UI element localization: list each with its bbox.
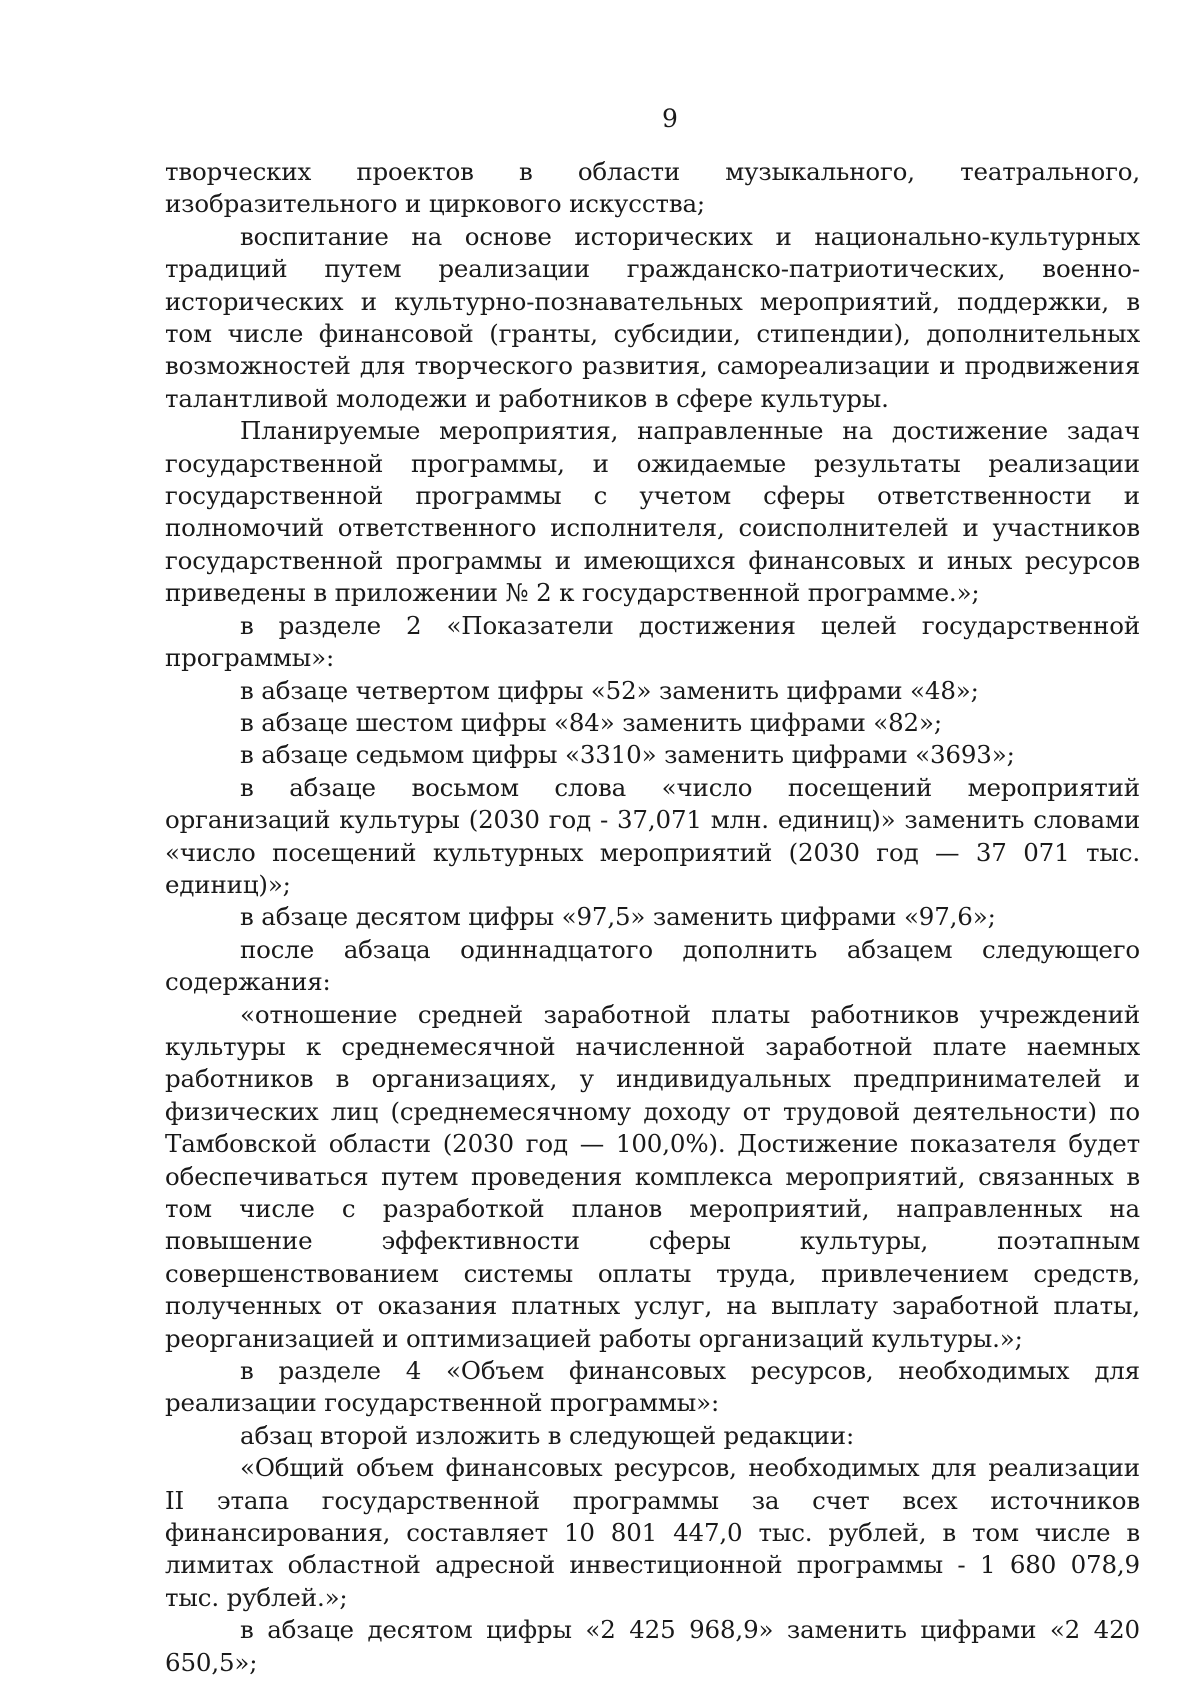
paragraph-10: после абзаца одиннадцатого дополнить абзацем следующего содержания: [165, 934, 1140, 997]
paragraph-6: в абзаце шестом цифры «84» заменить цифрами «82»; [240, 707, 942, 737]
paragraph-12: в разделе 4 «Объем финансовых ресурсов, необходимых для реализации государственной программы»: [165, 1356, 1140, 1418]
paragraph-8: в абзаце восьмом слова «число посещений мероприятий организаций культуры (2030 год - 37,071 млн. единиц)» заменить словами «число посещений культурных мероприятий (2030 год — 37 071 тыс. единиц)»; [165, 772, 1140, 899]
paragraph-13: абзац второй изложить в следующей редакции: [240, 1420, 855, 1450]
paragraph-1: творческих проектов в области музыкального, театрального, изобразительного и циркового искусства; [165, 157, 1140, 219]
paragraph-2: воспитание на основе исторических и национально-культурных традиций путем реализации гражданско-патриотических, военно-исторических и культурно-познавательных мероприятий, поддержки, в том числе финансовой (гранты, субсидии, стипендии), дополнительных возможностей для творческого развития, самореализации и продвижения талантливой молодежи и работников в сфере культуры. [165, 221, 1140, 413]
paragraph-15: в абзаце десятом цифры «2 425 968,9» заменить цифрами «2 420 650,5»; [165, 1615, 1140, 1677]
paragraph-7: в абзаце седьмом цифры «3310» заменить цифрами «3693»; [240, 740, 1015, 770]
paragraph-11: «отношение средней заработной платы работников учреждений культуры к среднемесячной начисленной заработной плате наемных работников в организациях, у индивидуальных предпринимателей и физических лиц (среднемесячному доходу от трудовой деятельности) по Тамбовской области (2030 год — 100,0%). Достижение показателя будет обеспечиваться путем проведения комплекса мероприятий, связанных в том числе с разработкой планов мероприятий, направленных на повышение эффективности сферы культуры, поэтапным совершенствованием системы оплаты труда, привлечением средств, полученных от оказания платных услуг, на выплату заработной платы, реорганизацией и оптимизацией работы организаций культуры.»; [165, 999, 1140, 1353]
page-number: 9 [662, 104, 678, 133]
paragraph-5: в абзаце четвертом цифры «52» заменить цифрами «48»; [240, 675, 979, 705]
paragraph-3: Планируемые мероприятия, направленные на достижение задач государственной программы, и ожидаемые результаты реализации государственной программы с учетом сферы ответственности и полномочий ответственного исполнителя, соисполнителей и участников государственной программы и имеющихся финансовых и иных ресурсов приведены в приложении № 2 к государственной программе.»; [165, 416, 1140, 608]
paragraph-14: «Общий объем финансовых ресурсов, необходимых для реализации II этапа государственной программы за счет всех источников финансирования, составляет 10 801 447,0 тыс. рублей, в том числе в лимитах областной адресной инвестиционной программы - 1 680 078,9 тыс. рублей.»; [165, 1453, 1140, 1612]
document-body [165, 156, 1140, 1679]
paragraph-4: в разделе 2 «Показатели достижения целей государственной программы»: [165, 610, 1140, 673]
paragraph-9: в абзаце десятом цифры «97,5» заменить цифрами «97,6»; [240, 902, 996, 932]
